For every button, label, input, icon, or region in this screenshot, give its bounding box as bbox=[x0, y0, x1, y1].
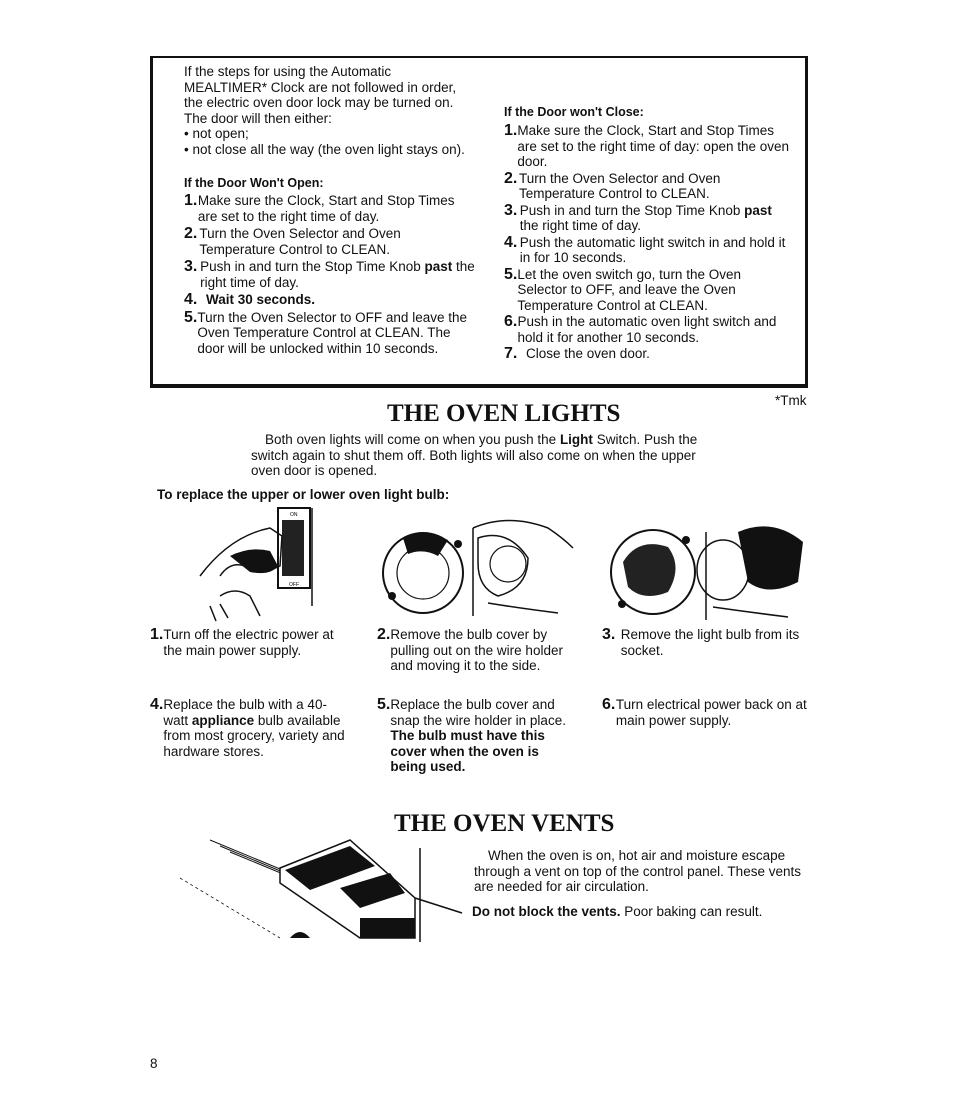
bulb-step-1: 1. Turn off the electric power at the main power supply. bbox=[150, 626, 334, 658]
close-steps bbox=[504, 123, 789, 362]
open-step-1: 1. Make sure the Clock, Start and Stop Times are set to the right time of day. bbox=[184, 192, 455, 224]
open-step-2: 2. Turn the Oven Selector and Oven Temperature Control to CLEAN. bbox=[184, 225, 401, 257]
lock-intro bbox=[184, 64, 468, 157]
trademark-note: *Tmk bbox=[775, 393, 807, 408]
oven-lights-paragraph: Both oven lights will come on when you push the Light Switch. Push the switch again to shut them off. Both lights will also come on when the upper oven door is opened. bbox=[251, 432, 698, 478]
page-number: 8 bbox=[150, 1056, 158, 1071]
open-step-5: 5. Turn the Oven Selector to OFF and leave the Oven Temperature Control at CLEAN. The door will be unlocked within 10 seconds. bbox=[184, 308, 467, 356]
bullet-not-close: • not close all the way (the oven light stays on). bbox=[184, 141, 465, 157]
vents-warning: Do not block the vents. Poor baking can result. bbox=[472, 904, 763, 919]
close-step-1: 1. Make sure the Clock, Start and Stop Times are set to the right time of day: open the oven door. bbox=[504, 122, 790, 169]
svg-text:OFF: OFF bbox=[289, 582, 299, 588]
close-step-7: 7. Close the oven door. bbox=[504, 345, 650, 362]
oven-lights-heading: THE OVEN LIGHTS bbox=[387, 400, 621, 427]
switch-button-icon bbox=[282, 520, 304, 576]
close-step-2: 2. Turn the Oven Selector and Oven Temperature Control to CLEAN. bbox=[504, 169, 721, 201]
bulb-step-3: 3. Remove the light bulb from its socket. bbox=[602, 626, 800, 658]
close-heading: If the Door won't Close: bbox=[504, 105, 644, 119]
close-step-3: 3. Push in and turn the Stop Time Knob past the right time of day. bbox=[504, 201, 772, 233]
open-steps bbox=[184, 193, 476, 356]
close-step-6: 6. Push in the automatic oven light switch and hold it for another 10 seconds. bbox=[504, 313, 777, 345]
intro-text: If the steps for using the Automatic MEALTIMER* Clock are not followed in order, the electric oven door lock may be turned on. The door will then either: bbox=[184, 64, 457, 126]
oven-vent-illustration bbox=[170, 838, 470, 943]
close-step-5: 5. Let the oven switch go, turn the Oven Selector to OFF, and leave the Oven Temperature Control at CLEAN. bbox=[504, 265, 741, 313]
open-step-4: 4. Wait 30 seconds. bbox=[184, 291, 316, 308]
bulb-step-4: 4. Replace the bulb with a 40-watt appliance bulb available from most grocery, variety and hardware stores. bbox=[150, 696, 345, 759]
remove-bulb-illustration bbox=[598, 512, 808, 622]
open-step-3: 3. Push in and turn the Stop Time Knob past the right time of day. bbox=[184, 258, 475, 290]
oven-vents-heading: THE OVEN VENTS bbox=[394, 810, 615, 837]
open-heading: If the Door Won't Open: bbox=[184, 176, 324, 190]
bulb-step-6: 6. Turn electrical power back on at main power supply. bbox=[602, 696, 807, 728]
close-step-4: 4. Push the automatic light switch in and hold it in for 10 seconds. bbox=[504, 233, 786, 265]
bullet-not-open: • not open; bbox=[184, 126, 249, 141]
bulb-cover-illustration bbox=[378, 508, 578, 618]
bulb-step-5: 5. Replace the bulb cover and snap the wire holder in place. The bulb must have this cover when the oven is being used. bbox=[377, 696, 566, 774]
light-switch-illustration bbox=[190, 506, 340, 621]
oven-vents-paragraph: When the oven is on, hot air and moisture escape through a vent on top of the control panel. These vents are needed for air circulation. bbox=[474, 848, 801, 894]
replace-bulb-subhead: To replace the upper or lower oven light bulb: bbox=[157, 487, 450, 502]
bulb-step-2: 2. Remove the bulb cover by pulling out on the wire holder and moving it to the side. bbox=[377, 626, 563, 673]
svg-text:ON: ON bbox=[290, 512, 298, 518]
